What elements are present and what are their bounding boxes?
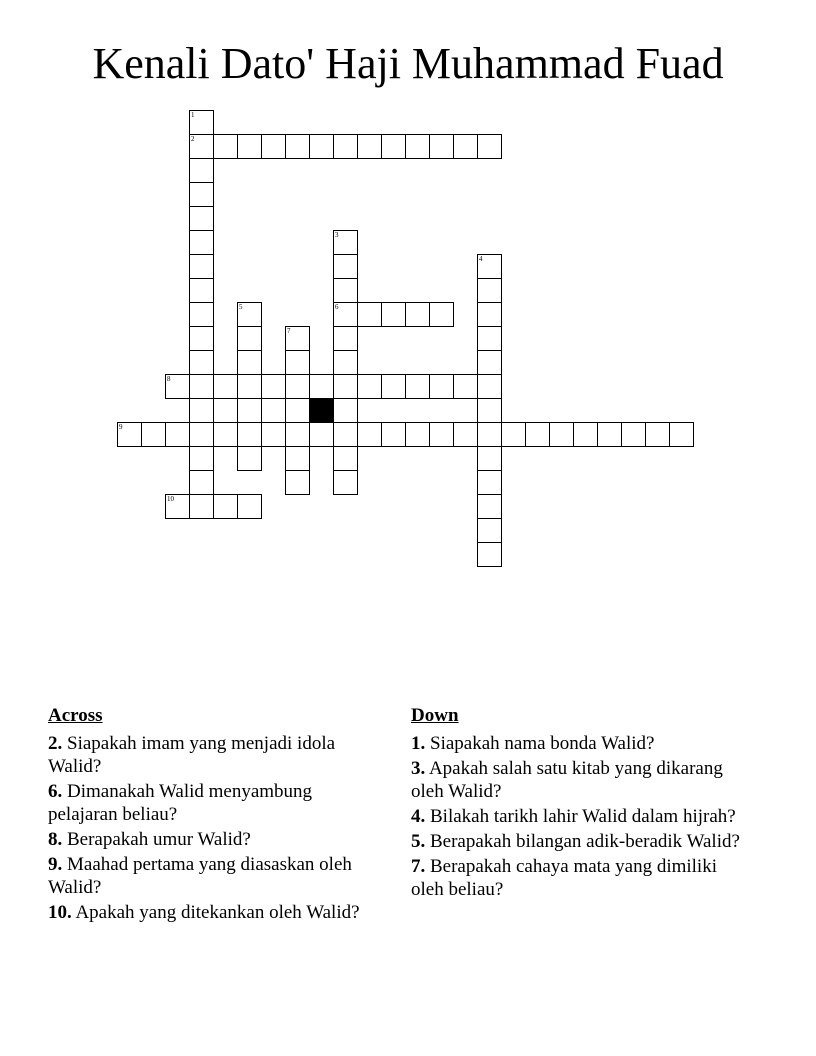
grid-cell[interactable] [333,254,358,279]
grid-cell[interactable] [189,374,214,399]
grid-cell[interactable] [573,422,598,447]
clue-down-4 [411,805,741,828]
grid-cell[interactable] [117,422,142,447]
grid-cell[interactable] [381,302,406,327]
clue-across-9 [48,853,378,899]
grid-cell[interactable] [309,422,334,447]
grid-cell[interactable] [333,470,358,495]
clue-text: Berapakah bilangan adik-beradik Walid? [430,831,740,852]
grid-cell[interactable] [477,542,502,567]
grid-cell[interactable] [405,374,430,399]
across-clues [48,704,378,926]
clue-text: Siapakah nama bonda Walid? [430,733,655,754]
grid-cell[interactable] [165,494,190,519]
grid-cell[interactable] [333,374,358,399]
grid-cell[interactable] [333,422,358,447]
grid-cell[interactable] [357,134,382,159]
clue-down-7 [411,855,741,901]
clue-down-5 [411,830,741,853]
grid-cell[interactable] [477,422,502,447]
cell-number: 4 [479,255,483,263]
puzzle-title: Kenali Dato' Haji Muhammad Fuad [92,39,724,88]
clue-number: 4. [411,806,426,827]
grid-cell[interactable] [285,398,310,423]
grid-cell[interactable] [189,278,214,303]
grid-cell[interactable] [477,302,502,327]
grid-cell[interactable] [621,422,646,447]
grid-cell[interactable] [405,302,430,327]
clue-text: Berapakah umur Walid? [67,829,251,850]
clue-number: 5. [411,831,426,852]
clue-number: 6. [48,781,63,802]
grid-cell[interactable] [357,302,382,327]
grid-cell[interactable] [333,230,358,255]
grid-cell[interactable] [189,230,214,255]
grid-cell-shaded [309,398,334,423]
clue-text: Bilakah tarikh lahir Walid dalam hijrah? [430,806,736,827]
grid-cell[interactable] [597,422,622,447]
grid-cell[interactable] [477,398,502,423]
grid-cell[interactable] [189,494,214,519]
grid-cell[interactable] [477,326,502,351]
clue-number: 8. [48,829,63,850]
grid-cell[interactable] [189,302,214,327]
grid-cell[interactable] [237,350,262,375]
clue-number: 1. [411,733,426,754]
grid-cell[interactable] [189,470,214,495]
grid-cell[interactable] [261,134,286,159]
grid-cell[interactable] [261,422,286,447]
grid-cell[interactable] [237,422,262,447]
grid-cell[interactable] [477,518,502,543]
clue-text: Dimanakah Walid menyambung pelajaran beliau? [48,781,313,825]
grid-cell[interactable] [237,302,262,327]
grid-cell[interactable] [285,374,310,399]
grid-cell[interactable] [333,326,358,351]
grid-cell[interactable] [381,374,406,399]
grid-cell[interactable] [285,422,310,447]
grid-cell[interactable] [645,422,670,447]
grid-cell[interactable] [333,398,358,423]
grid-cell[interactable] [405,422,430,447]
grid-cell[interactable] [237,326,262,351]
grid-cell[interactable] [213,374,238,399]
grid-cell[interactable] [189,398,214,423]
grid-cell[interactable] [453,374,478,399]
grid-cell[interactable] [213,134,238,159]
clue-down-3 [411,757,741,803]
grid-cell[interactable] [453,422,478,447]
grid-cell[interactable] [501,422,526,447]
grid-cell[interactable] [333,134,358,159]
clue-down-1 [411,732,741,755]
grid-cell[interactable] [309,374,334,399]
grid-cell[interactable] [477,134,502,159]
grid-cell[interactable] [333,350,358,375]
clue-number: 9. [48,854,63,875]
grid-cell[interactable] [429,422,454,447]
grid-cell[interactable] [285,350,310,375]
clue-across-2 [48,732,378,778]
clue-number: 10. [48,902,72,923]
cell-number: 3 [335,231,339,239]
grid-cell[interactable] [429,134,454,159]
grid-cell[interactable] [189,110,214,135]
down-clues [411,704,741,903]
grid-cell[interactable] [477,446,502,471]
grid-cell[interactable] [189,134,214,159]
across-heading: Across [48,705,103,726]
grid-cell[interactable] [237,494,262,519]
grid-cell[interactable] [429,302,454,327]
grid-cell[interactable] [237,446,262,471]
grid-cell[interactable] [237,374,262,399]
clue-number: 2. [48,733,63,754]
clue-text: Apakah salah satu kitab yang dikarang oleh Walid? [411,758,723,802]
cell-number: 6 [335,303,339,311]
grid-cell[interactable] [165,374,190,399]
grid-cell[interactable] [189,350,214,375]
grid-cell[interactable] [285,470,310,495]
grid-cell[interactable] [285,134,310,159]
grid-cell[interactable] [237,134,262,159]
grid-cell[interactable] [333,278,358,303]
grid-cell[interactable] [309,134,334,159]
grid-cell[interactable] [165,422,190,447]
grid-cell[interactable] [525,422,550,447]
grid-cell[interactable] [381,422,406,447]
grid-cell[interactable] [333,302,358,327]
cell-number: 8 [167,375,171,383]
clue-text: Maahad pertama yang diasaskan oleh Walid? [48,854,352,898]
clue-across-8 [48,828,378,851]
cell-number: 7 [287,327,291,335]
grid-cell[interactable] [477,374,502,399]
cell-number: 9 [119,423,123,431]
grid-cell[interactable] [453,134,478,159]
grid-cell[interactable] [213,422,238,447]
grid-cell[interactable] [261,374,286,399]
cell-number: 10 [167,495,174,503]
grid-cell[interactable] [213,494,238,519]
clue-text: Berapakah cahaya mata yang dimiliki oleh beliau? [411,856,717,900]
clue-across-10 [48,901,378,924]
grid-cell[interactable] [189,206,214,231]
grid-cell[interactable] [189,182,214,207]
grid-cell[interactable] [189,446,214,471]
grid-cell[interactable] [477,350,502,375]
cell-number: 2 [191,135,195,143]
grid-cell[interactable] [549,422,574,447]
grid-cell[interactable] [189,158,214,183]
clue-text: Siapakah imam yang menjadi idola Walid? [48,733,336,777]
grid-cell[interactable] [333,446,358,471]
grid-cell[interactable] [477,278,502,303]
clue-text: Apakah yang ditekankan oleh Walid? [75,902,360,923]
clue-number: 7. [411,856,426,877]
grid-cell[interactable] [477,470,502,495]
grid-cell[interactable] [189,254,214,279]
grid-cell[interactable] [357,422,382,447]
grid-cell[interactable] [405,134,430,159]
grid-cell[interactable] [285,446,310,471]
grid-cell[interactable] [669,422,694,447]
grid-cell[interactable] [189,326,214,351]
cell-number: 5 [239,303,243,311]
grid-cell[interactable] [429,374,454,399]
grid-cell[interactable] [141,422,166,447]
grid-cell[interactable] [477,254,502,279]
grid-cell[interactable] [237,398,262,423]
grid-cell[interactable] [381,134,406,159]
down-heading: Down [411,705,459,726]
grid-cell[interactable] [189,422,214,447]
cell-number: 1 [191,111,195,119]
clue-across-6 [48,780,378,826]
grid-cell[interactable] [477,494,502,519]
clue-number: 3. [411,758,426,779]
grid-cell[interactable] [357,374,382,399]
grid-cell[interactable] [285,326,310,351]
